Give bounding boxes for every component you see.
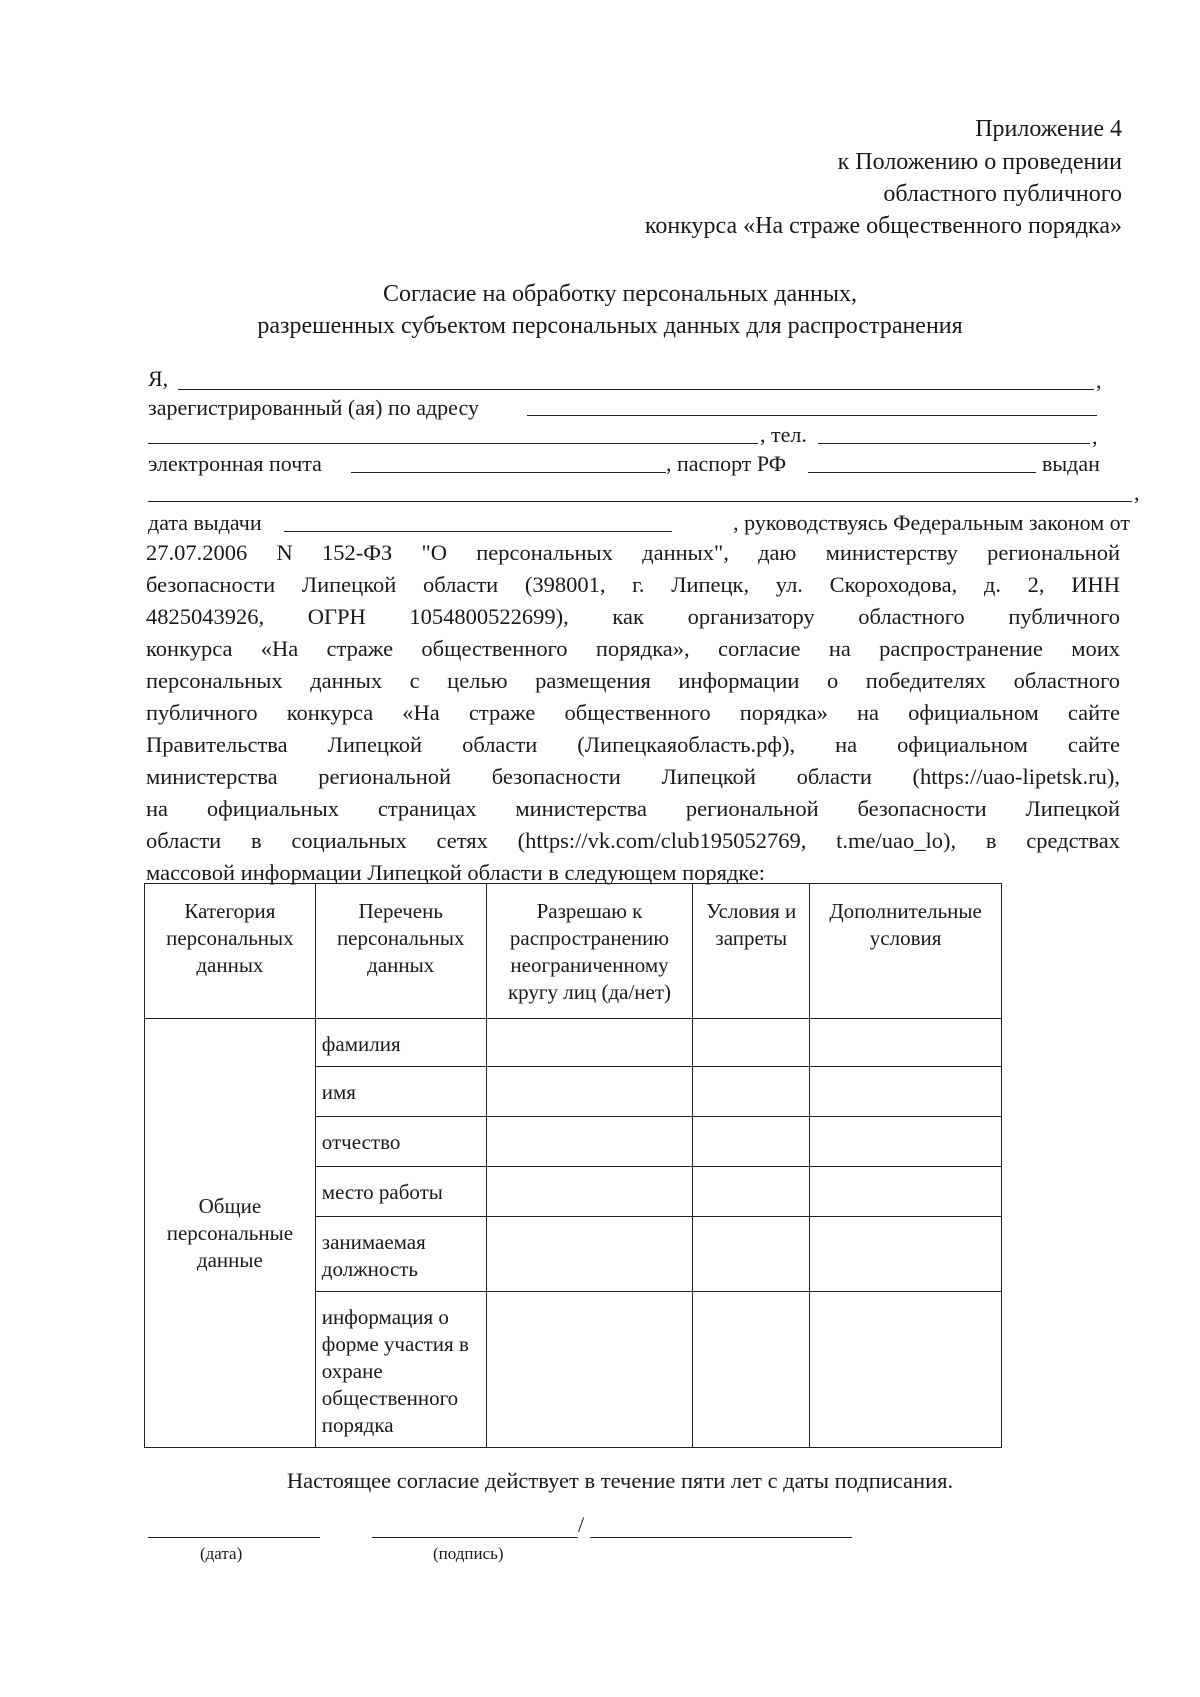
signature-caption: (подпись) [433,1544,504,1563]
validity-text: Настоящее согласие действует в течение пяти лет с даты подписания. [286,1468,954,1493]
allow-cell[interactable] [486,1067,693,1117]
issued-by-line[interactable] [148,501,1132,502]
full-name-line[interactable] [178,389,1094,390]
item-participation-form: информация о форме участия в охране общественного порядка [315,1292,486,1448]
allow-cell[interactable] [486,1292,693,1448]
table-header-row [145,884,1002,1019]
item-surname: фамилия [315,1019,486,1067]
guided-text: , руководствуясь Федеральным законом от [733,510,1130,535]
document-subtitle: разрешенных субъектом персональных данных для распространения [257,313,963,339]
address-line-2[interactable] [148,443,758,444]
body-line: безопасности Липецкой области (398001, г. Липецк, ул. Скороходова, д. 2, ИНН [146,572,1120,597]
allow-cell[interactable] [486,1217,693,1292]
body-line: конкурса «На страже общественного порядка», согласие на распространение моих [146,636,1120,661]
conditions-cell[interactable] [693,1217,810,1292]
item-workplace: место работы [315,1167,486,1217]
additional-cell[interactable] [810,1292,1002,1448]
comma: , [1096,368,1102,393]
header-list: Перечень персональных данных [315,884,486,1019]
table-row [145,1019,1002,1067]
additional-cell[interactable] [810,1167,1002,1217]
item-patronymic: отчество [315,1117,486,1167]
body-line: министерства региональной безопасности Липецкой области (https://uao-lipetsk.ru), [146,764,1120,789]
appendix-contest-name: конкурса «На страже общественного порядка» [644,213,1122,239]
phone-label: , тел. [760,422,807,447]
appendix-number: Приложение 4 [975,116,1122,142]
body-line: массовой информации Липецкой области в следующем порядке: [146,860,766,885]
allow-cell[interactable] [486,1019,693,1067]
body-line: области в социальных сетях (https://vk.com/club195052769, t.me/uao_lo), в средствах [146,828,1120,853]
address-label: зарегистрированный (ая) по адресу [148,395,479,420]
body-line: на официальных страницах министерства региональной безопасности Липецкой [146,796,1120,821]
email-line[interactable] [351,472,666,473]
item-position: занимаемая должность [315,1217,486,1292]
body-line: 4825043926, ОГРН 1054800522699), как организатору областного публичного [146,604,1120,629]
i-label: Я, [148,366,169,391]
name-transcript-line[interactable] [590,1537,852,1538]
conditions-cell[interactable] [693,1292,810,1448]
signature-line[interactable] [372,1537,578,1538]
phone-line[interactable] [818,443,1090,444]
additional-cell[interactable] [810,1019,1002,1067]
additional-cell[interactable] [810,1067,1002,1117]
allow-cell[interactable] [486,1117,693,1167]
date-caption: (дата) [200,1544,243,1563]
category-cell: Общие персональные данные [145,1019,316,1448]
conditions-cell[interactable] [693,1167,810,1217]
body-line: Правительства Липецкой области (Липецкаяобласть.рф), на официальном сайте [146,732,1120,757]
header-conditions: Условия и запреты [693,884,810,1019]
address-line[interactable] [527,415,1097,416]
comma: , [1134,480,1140,505]
issued-label: выдан [1042,451,1100,476]
header-category: Категория персональных данных [145,884,316,1019]
issue-date-line[interactable] [284,531,672,532]
allow-cell[interactable] [486,1167,693,1217]
item-name: имя [315,1067,486,1117]
body-line: персональных данных с целью размещения информации о победителях областного [146,668,1120,693]
appendix-regulation: к Положению о проведении [837,149,1122,175]
body-line: публичного конкурса «На страже общественного порядка» на официальном сайте [146,700,1120,725]
header-allow: Разрешаю к распространению неограниченному кругу лиц (да/нет) [486,884,693,1019]
email-label: электронная почта [148,451,322,476]
conditions-cell[interactable] [693,1019,810,1067]
additional-cell[interactable] [810,1117,1002,1167]
passport-line[interactable] [808,472,1036,473]
additional-cell[interactable] [810,1217,1002,1292]
issue-date-label: дата выдачи [148,510,262,535]
date-line[interactable] [148,1537,320,1538]
passport-label: , паспорт РФ [666,451,787,476]
slash-separator: / [578,1512,585,1537]
consent-table [144,883,1002,1448]
document-title: Согласие на обработку персональных данных, [383,281,857,307]
conditions-cell[interactable] [693,1067,810,1117]
conditions-cell[interactable] [693,1117,810,1167]
comma: , [1092,424,1098,449]
body-line: 27.07.2006 N 152-ФЗ "О персональных данных", даю министерству региональной [146,540,1120,565]
header-additional: Дополнительные условия [810,884,1002,1019]
appendix-contest-level: областного публичного [883,181,1122,207]
